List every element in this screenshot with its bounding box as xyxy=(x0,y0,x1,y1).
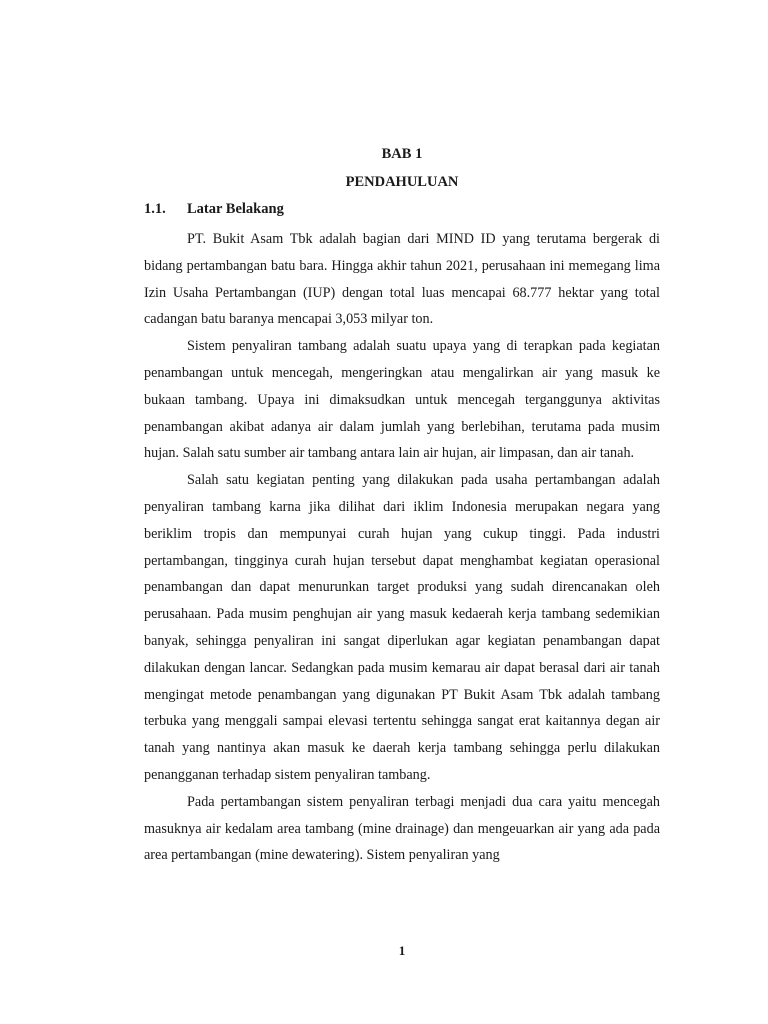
section-number: 1.1. xyxy=(144,201,166,217)
paragraph: PT. Bukit Asam Tbk adalah bagian dari MIND ID yang terutama bergerak di bidang pertambangan batu bara. Hingga akhir tahun 2021, perusahaan ini memegang lima Izin Usaha Pertambangan (IUP) dengan total luas mencapai 68.777 hektar yang total cadangan batu baranya mencapai 3,053 milyar ton. xyxy=(144,231,660,328)
body-text xyxy=(144,226,660,869)
section-heading xyxy=(144,201,284,218)
section-title: Latar Belakang xyxy=(187,201,284,217)
paragraph: Salah satu kegiatan penting yang dilakukan pada usaha pertambangan adalah penyaliran tambang karna jika dilihat dari iklim Indonesia merupakan negara yang beriklim tropis dan mempunyai curah hujan yang cukup tinggi. Pada industri pertambangan, tingginya curah hujan tersebut dapat menghambat kegiatan operasional penambangan dan dapat menurunkan target produksi yang sudah direncanakan oleh perusahaan. Pada musim penghujan air yang masuk kedaerah kerja tambang sedemikian banyak, sehingga penyaliran ini sangat diperlukan agar kegiatan penambangan dapat dilakukan dengan lancar. Sedangkan pada musim kemarau air dapat berasal dari air tanah mengingat metode penambangan yang digunakan PT Bukit Asam Tbk adalah tambang terbuka yang menggali sampai elevasi tertentu sehingga sangat erat kaitannya degan air tanah yang nantinya akan masuk ke daerah kerja tambang sehingga perlu dilakukan penangganan terhadap sistem penyaliran tambang. xyxy=(144,472,660,783)
paragraph: Sistem penyaliran tambang adalah suatu upaya yang di terapkan pada kegiatan penambangan untuk mencegah, mengeringkan atau mengalirkan air yang masuk ke bukaan tambang. Upaya ini dimaksudkan untuk mencegah terganggunya aktivitas penambangan akibat adanya air dalam jumlah yang berlebihan, terutama pada musim hujan. Salah satu sumber air tambang antara lain air hujan, air limpasan, dan air tanah. xyxy=(144,338,660,462)
paragraph: Pada pertambangan sistem penyaliran terbagi menjadi dua cara yaitu mencegah masuknya air kedalam area tambang (mine drainage) dan mengeuarkan air yang ada pada area pertambangan (mine dewatering). Sistem penyaliran yang xyxy=(144,793,660,864)
chapter-title: PENDAHULUAN xyxy=(345,174,459,190)
chapter-label: BAB 1 xyxy=(381,146,423,162)
page-number: 1 xyxy=(398,943,406,958)
